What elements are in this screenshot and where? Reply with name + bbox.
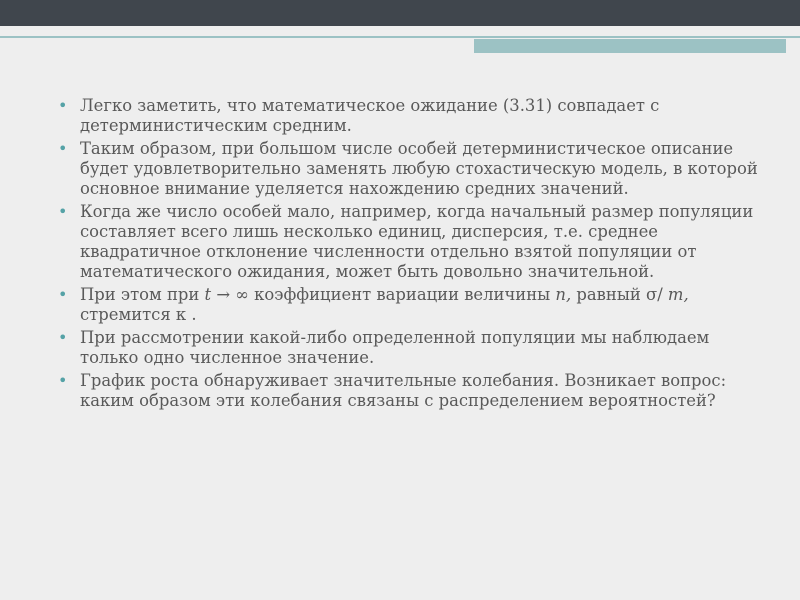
bullet-icon: •	[58, 202, 68, 221]
bullet-text-2: Таким образом, при большом числе особей детерминистическое описание будет удовлетворительно заменять любую стохастическую модель, в которой основное внимание уделяется нахождению средних значений.	[80, 139, 758, 198]
top-bar	[0, 0, 800, 26]
bullet-text-5: При рассмотрении какой-либо определенной популяции мы наблюдаем только одно численное значение.	[80, 328, 710, 367]
bullet-text-4-part2: коэффициент вариации величины	[254, 285, 556, 304]
bullet-list	[58, 96, 758, 411]
bullet-icon: •	[58, 139, 68, 158]
bullet-text-4-part4: стремится к .	[80, 305, 197, 324]
math-sigma: σ/	[646, 285, 668, 304]
bullet-icon: •	[58, 371, 68, 390]
math-arrow-infinity: → ∞	[211, 285, 255, 304]
math-variable-t: t	[204, 285, 212, 304]
bullet-text-4-part1: При этом при	[80, 285, 205, 304]
math-variable-n: n,	[555, 285, 572, 304]
bullet-item-2	[58, 139, 758, 199]
bullet-item-3	[58, 202, 758, 282]
bullet-text-4-part3: равный	[571, 285, 646, 304]
accent-line	[0, 36, 800, 38]
bullet-text-3: Когда же число особей мало, например, когда начальный размер популяции составляет всего лишь несколько единиц, дисперсия, т.е. среднее квадратичное отклонение численности отдельно взятой популяции от математического ожидания, может быть довольно значительной.	[80, 202, 754, 281]
bullet-icon: •	[58, 96, 68, 115]
accent-block	[474, 39, 786, 53]
math-variable-m: m,	[667, 285, 689, 304]
bullet-icon: •	[58, 328, 68, 347]
bullet-text-6: График роста обнаруживает значительные колебания. Возникает вопрос: каким образом эти колебания связаны с распределением вероятностей?	[80, 371, 727, 410]
bullet-item-6	[58, 371, 758, 411]
bullet-item-4	[58, 285, 758, 325]
bullet-item-5	[58, 328, 758, 368]
bullet-icon: •	[58, 285, 68, 304]
bullet-item-1	[58, 96, 758, 136]
bullet-text-1: Легко заметить, что математическое ожидание (3.31) совпадает с детерминистическим средним.	[80, 96, 660, 135]
slide-content	[58, 96, 758, 414]
